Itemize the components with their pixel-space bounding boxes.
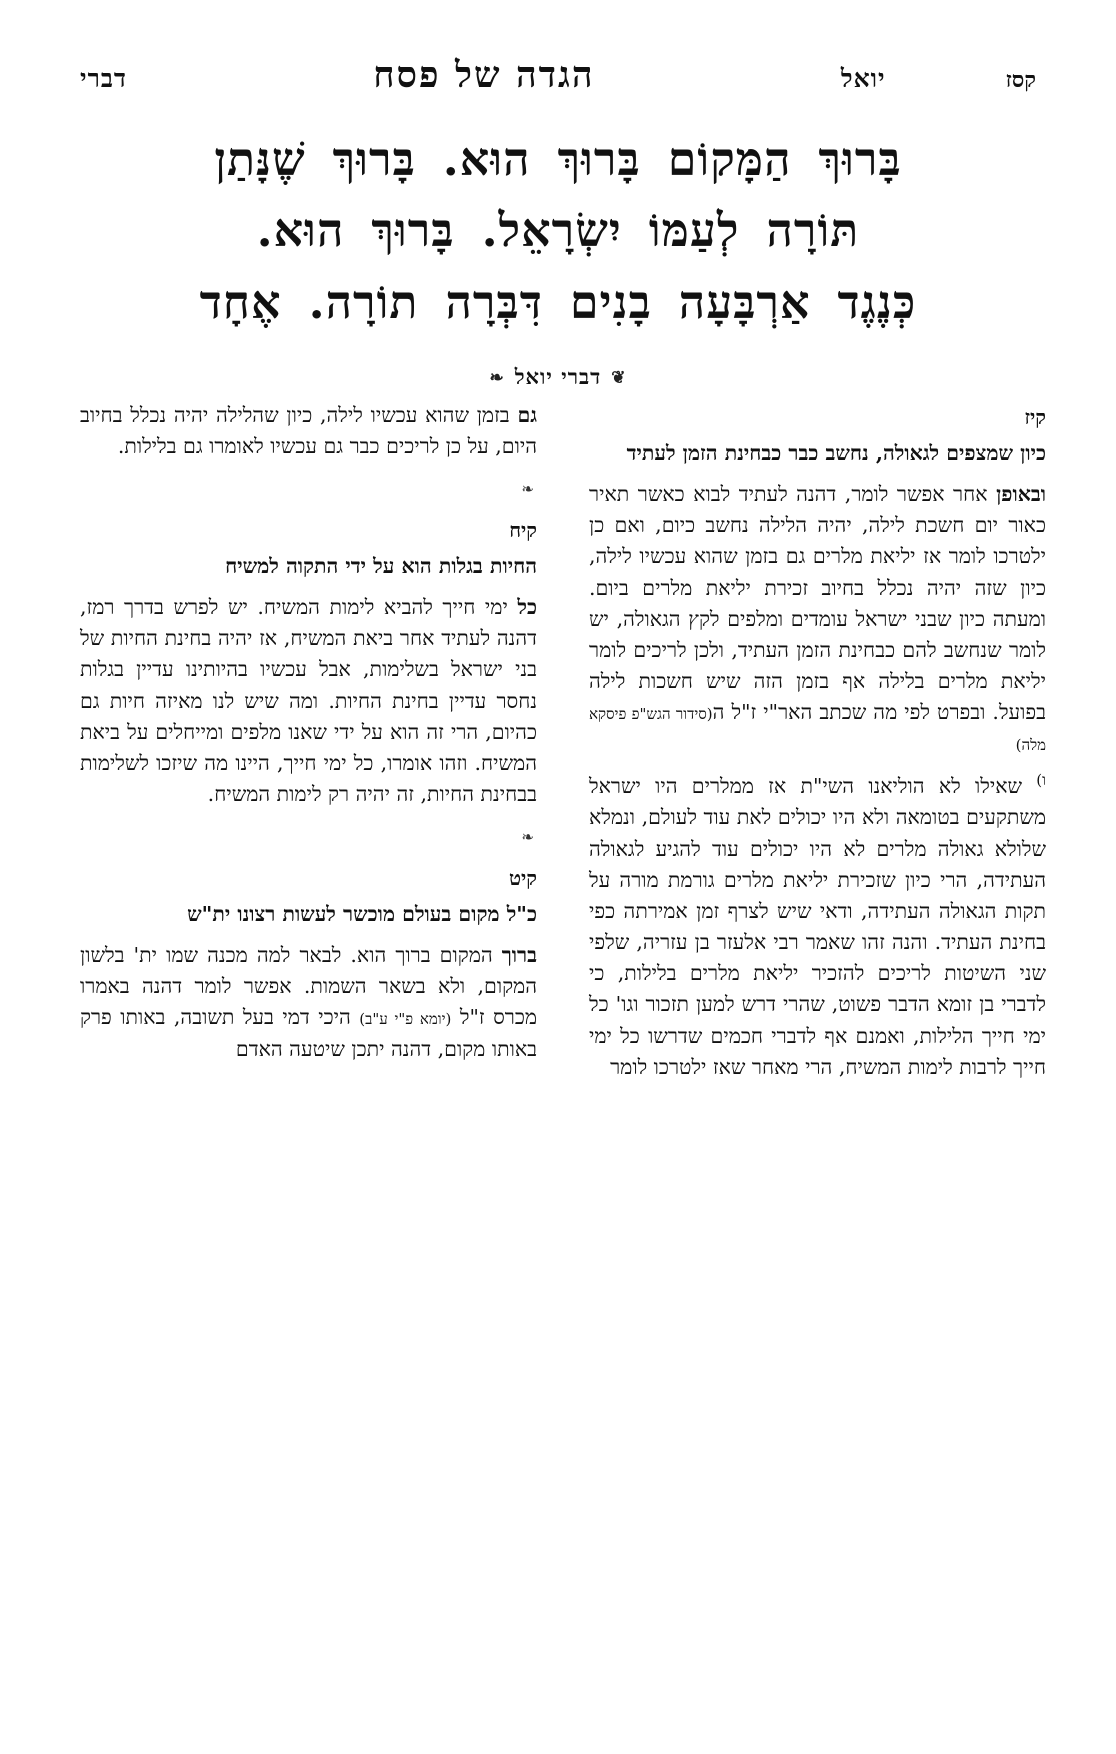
header-center-title: הגדה של פסח: [373, 54, 595, 96]
commentary-title-text: דברי יואל: [514, 363, 602, 389]
paragraph-text: ימי חייך להביא לימות המשיח. יש לפרש בדרך רמז, דהנה לעתיד אחר ביאת המשיח, אז יהיה בחינת החיות של בני ישראל בשלימות, אבל עכשיו בהיותינו עדיין בגלות נחסר עדיין בחינת החיות. ומה שיש לנו מאיזה חיות גם כהיום, הרי זה הוא על ידי שאנו מלפים ומייחלים על ביאת המשיח. וזהו אומרו, כל ימי חייך, היינו מה שיזכו לשלימות בבחינת החיות, זה יהיה רק לימות המשיח.: [80, 595, 537, 807]
footnote-marker: ו): [1036, 771, 1046, 790]
paragraph-lead: גם: [517, 402, 537, 427]
haggadah-passage: [84, 124, 1032, 338]
section-heading: כיון שמצפים לגאולה, נחשב כבר כבחינת הזמן לעתיד: [626, 441, 1046, 466]
section-divider-1: ❧: [521, 480, 537, 499]
source-citation: (סידור הגש"פ פיסקא מלה): [589, 705, 1046, 755]
folio-number: קסז: [1005, 67, 1036, 93]
section-number: קיח: [509, 518, 537, 542]
paragraph-lead: כל: [517, 595, 537, 620]
paragraph: [589, 479, 1046, 759]
header-left-title: יואל: [840, 64, 886, 93]
body-columns: [70, 400, 1046, 1093]
section-heading: החיות בגלות הוא על ידי התקוה למשיח: [225, 554, 537, 579]
paragraph: [80, 940, 537, 1065]
paragraph: [80, 592, 537, 810]
paragraph-tail: היכי דמי בעל תשובה, באותו פרק באותו מקום, דהנה יתכן שיטעה האדם: [80, 1005, 537, 1061]
paragraph-text: המקום ברוך הוא. לבאר למה מכנה שמו ית' בלשון המקום, ולא בשאר השמות. אפשר לומר דהנה באמרו מכרס ז"ל: [80, 943, 538, 1030]
ornament-right-icon: ❧: [489, 368, 505, 389]
paragraph-continued: [80, 400, 537, 462]
source-citation: (יומא פ"י ע"ב): [359, 1010, 452, 1029]
header-left-group: [841, 64, 1036, 94]
passage-line-3: כְּנֶגֶד אַרְבָּעָה בָנִים דִּבְּרָה תוֹרָה. אֶחָד: [199, 274, 917, 329]
ornament-left-icon: ❦: [611, 368, 627, 389]
section-number: קיז: [1024, 404, 1046, 429]
paragraph-lead: ברוך: [501, 943, 537, 968]
passage-line-2: תּוֹרָה לְעַמּוֹ יִשְׂרָאֵל. בָּרוּךְ הוּא.: [256, 203, 860, 258]
column-right: [589, 400, 1046, 1093]
column-left: [80, 400, 537, 1093]
passage-line-1: בָּרוּךְ הַמָּקוֹם בָּרוּךְ הוּא. בָּרוּךְ שֶׁנָּתַן: [214, 132, 902, 186]
header-right-title: דברי: [80, 64, 127, 93]
section-number: קיט: [508, 866, 537, 891]
paragraph-text: אחר אפשר לומר, דהנה לעתיד לבוא כאשר תאיר כאור יום חשכת לילה, יהיה הלילה נחשב כיום, ואם כן ילטרכו לומר אז יליאת מלרים גם בזמן שהוא עכשיו לילה, כיון שזה יהיה נכלל בחיוב זכירת יליאת מלרים ביום. ומעתה כיון שבני ישראל עומדים ומלפים לקץ הגאולה, יש לומר שנחשב להם כבחינת הזמן העתיד, ולכן לריכים לומר יליאת מלרים בלילה אף בזמן הזה שיש חשכות לילה בפועל. ובפרט לפי מה שכתב האר"י ז"ל ה: [589, 482, 1047, 725]
section-divider-2: ❧: [521, 828, 537, 847]
paragraph-text: בזמן שהוא עכשיו לילה, כיון שהלילה יהיה נכלל בחיוב היום, על כן לריכים כבר גם עכשיו לאומרו גם בלילות.: [80, 402, 537, 459]
page-header: [70, 54, 1046, 96]
footnote-paragraph: [589, 769, 1046, 1082]
commentary-title: [70, 364, 1046, 390]
paragraph-lead: ובאופן: [996, 482, 1046, 507]
section-heading: כ"ל מקום בעולם מוכשר לעשות רצונו ית"ש: [187, 902, 537, 927]
footnote-text: שאילו לא הוליאנו השי"ת אז ממלרים היו ישראל משתקעים בטומאה ולא היו יכולים לאת עוד לעולם, ונמלא שלולא גאולה מלרים לא היו יכולים עוד להגיע לגאולה העתידה, הרי כיון שזכירת יליאת מלרים גורמת מורה על תקות הגאולה העתידה, ודאי שיש לצרף זמן אמירתה כפי בחינת העתיד. והנה זהו שאמר רבי אלעזר בן עזריה, שלפי שני השיטות לריכים להזכיר יליאת מלרים בלילות, כי לדברי בן זומא הדבר פשוט, שהרי דרש למען תזכור וגו' כל ימי חייך הלילות, ואמנם אף לדברי חכמים שדרשו כל ימי חייך לרבות לימות המשיח, הרי מאחר שאז ילטרכו לומר: [589, 774, 1046, 1079]
